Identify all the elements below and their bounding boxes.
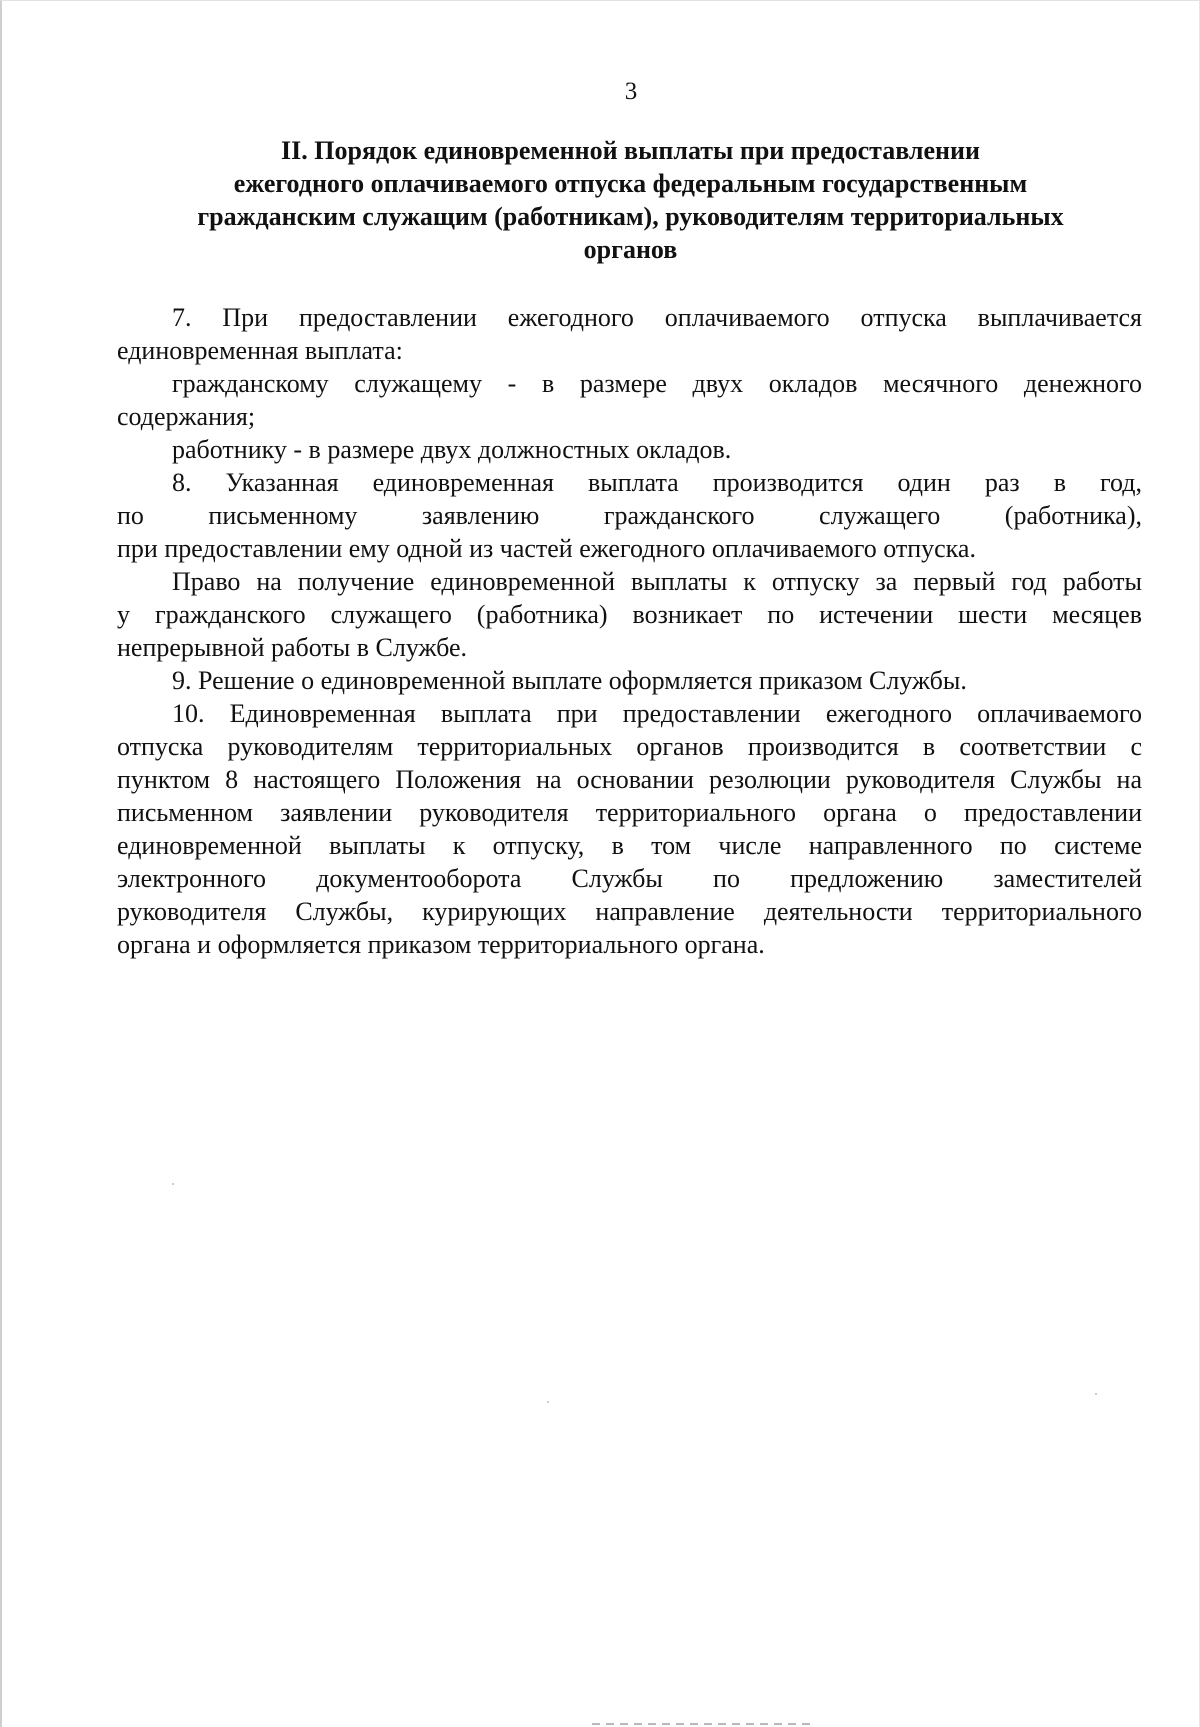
text-line: органа и оформляется приказом территориального органа. (117, 930, 765, 959)
paragraph-employee (117, 433, 1142, 466)
heading-line: органов (583, 235, 678, 264)
paragraph-right-to-payment (117, 565, 1142, 664)
scan-speck (1095, 1393, 1097, 1395)
text-line: письменном заявлении руководителя территориального органа о предоставлении (117, 798, 1142, 827)
text-line: содержания; (117, 402, 256, 431)
text-line: у гражданского служащего (работника) возникает по истечении шести месяцев (117, 600, 1142, 629)
text-line: 8. Указанная единовременная выплата производится один раз в год, (172, 468, 1142, 497)
scan-speck (172, 1183, 174, 1185)
section-heading (117, 134, 1144, 266)
text-line: единовременная выплата: (117, 336, 403, 365)
text-line: гражданскому служащему - в размере двух окладов месячного денежного (172, 369, 1142, 398)
text-line: единовременной выплаты к отпуску, в том числе направленного по системе (117, 831, 1142, 860)
text-line: электронного документооборота Службы по предложению заместителей (117, 864, 1142, 893)
text-line: руководителя Службы, курирующих направление деятельности территориального (117, 897, 1142, 926)
heading-line: ежегодного оплачиваемого отпуска федеральным государственным (233, 169, 1028, 198)
text-line: Право на получение единовременной выплаты к отпуску за первый год работы (172, 567, 1142, 596)
paragraph-8 (117, 466, 1142, 565)
text-line: 9. Решение о единовременной выплате оформляется приказом Службы. (172, 666, 967, 695)
paragraph-7 (117, 301, 1142, 367)
text-line: работнику - в размере двух должностных окладов. (172, 435, 732, 464)
document-body (117, 301, 1142, 961)
text-line: при предоставлении ему одной из частей ежегодного оплачиваемого отпуска. (117, 534, 976, 563)
paragraph-10 (117, 697, 1142, 961)
paragraph-9 (117, 664, 1142, 697)
heading-line: гражданским служащим (работникам), руководителям территориальных (197, 202, 1064, 231)
page-number: 3 (624, 78, 638, 105)
text-line: непрерывной работы в Службе. (117, 633, 468, 662)
paragraph-civil-servant (117, 367, 1142, 433)
text-line: отпуска руководителям территориальных органов производится в соответствии с (117, 732, 1142, 761)
scan-edge-mark (592, 1723, 812, 1725)
text-line: по письменному заявлению гражданского служащего (работника), (117, 501, 1142, 530)
text-line: пунктом 8 настоящего Положения на основании резолюции руководителя Службы на (117, 765, 1142, 794)
text-line: 7. При предоставлении ежегодного оплачиваемого отпуска выплачивается (172, 303, 1142, 332)
heading-line: II. Порядок единовременной выплаты при предоставлении (281, 136, 980, 165)
text-line: 10. Единовременная выплата при предоставлении ежегодного оплачиваемого (172, 699, 1142, 728)
scan-speck (547, 1401, 549, 1403)
